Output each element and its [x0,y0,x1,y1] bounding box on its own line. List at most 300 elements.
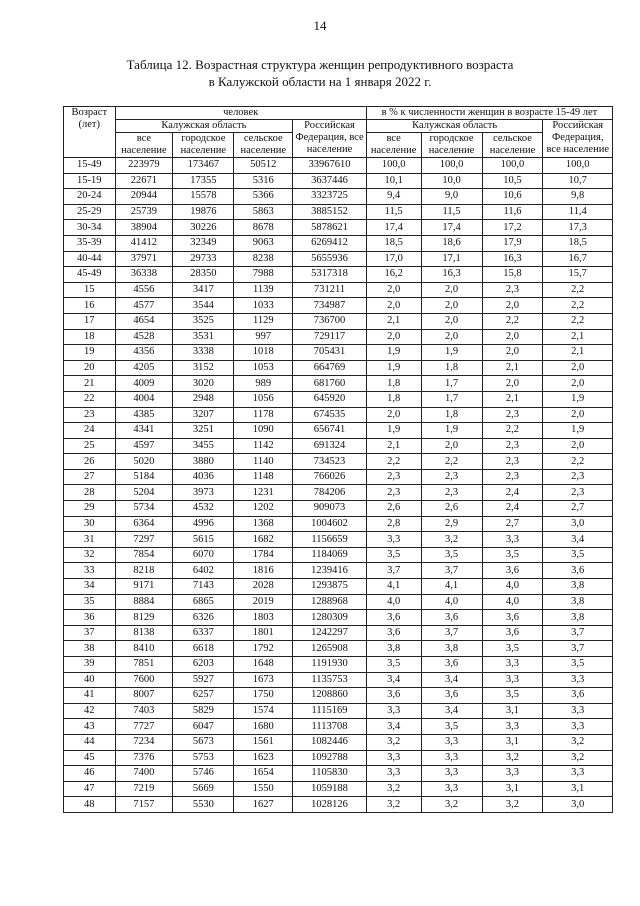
table-cell: 100,0 [366,158,421,174]
table-cell: 3,6 [482,610,543,626]
table-cell: 223979 [115,158,173,174]
table-cell: 3,8 [543,579,613,595]
table-cell: 5020 [115,454,173,470]
table-cell: 1784 [234,547,293,563]
table-cell: 4654 [115,313,173,329]
table-cell: 173467 [173,158,234,174]
table-cell: 1202 [234,501,293,517]
table-cell: 18,6 [421,235,482,251]
table-row [64,391,613,407]
header-all-people: все население [115,133,173,158]
table-cell: 3152 [173,360,234,376]
table-cell: 1750 [234,688,293,704]
table-cell: 2,2 [543,454,613,470]
table-cell: 9,4 [366,189,421,205]
table-cell: 5746 [173,766,234,782]
header-age: Возраст (лет) [64,107,116,158]
table-cell: 1082446 [293,734,367,750]
table-row [64,547,613,563]
table-cell: 4004 [115,391,173,407]
table-cell: 1792 [234,641,293,657]
table-cell: 4,0 [482,579,543,595]
table-cell: 1208860 [293,688,367,704]
age-cell: 37 [64,625,116,641]
table-cell: 1,9 [543,391,613,407]
table-cell: 4996 [173,516,234,532]
table-cell: 100,0 [543,158,613,174]
age-cell: 20 [64,360,116,376]
table-cell: 3,5 [543,657,613,673]
table-row [64,734,613,750]
table-cell: 16,7 [543,251,613,267]
table-cell: 4009 [115,376,173,392]
age-cell: 45 [64,750,116,766]
table-cell: 1115169 [293,703,367,719]
table-cell: 2,1 [482,391,543,407]
table-cell: 4528 [115,329,173,345]
table-cell: 30226 [173,220,234,236]
table-cell: 1550 [234,781,293,797]
table-cell: 1280309 [293,610,367,626]
table-cell: 4,0 [482,594,543,610]
table-cell: 22671 [115,173,173,189]
table-cell: 2948 [173,391,234,407]
table-cell: 3455 [173,438,234,454]
table-cell: 3,4 [366,719,421,735]
table-cell: 3,6 [421,610,482,626]
table-cell: 729117 [293,329,367,345]
table-cell: 1156659 [293,532,367,548]
age-cell: 34 [64,579,116,595]
table-cell: 1,8 [421,407,482,423]
table-row [64,766,613,782]
table-cell: 2,2 [482,313,543,329]
table-cell: 2,3 [482,454,543,470]
table-cell: 10,1 [366,173,421,189]
table-cell: 6337 [173,625,234,641]
header-russia-people: Российская Федерация, все население [293,120,367,158]
table-cell: 1242297 [293,625,367,641]
age-cell: 16 [64,298,116,314]
table-cell: 2,0 [421,438,482,454]
table-cell: 1801 [234,625,293,641]
table-cell: 17,4 [366,220,421,236]
table-row [64,407,613,423]
table-cell: 989 [234,376,293,392]
table-cell: 3,5 [421,547,482,563]
age-cell: 48 [64,797,116,813]
table-cell: 1,9 [366,423,421,439]
table-cell: 3,1 [482,703,543,719]
table-cell: 664769 [293,360,367,376]
table-row [64,454,613,470]
table-cell: 3323725 [293,189,367,205]
table-cell: 5366 [234,189,293,205]
table-cell: 3,1 [482,781,543,797]
table-cell: 3525 [173,313,234,329]
table-row [64,220,613,236]
table-cell: 3,6 [421,688,482,704]
table-cell: 3,7 [421,563,482,579]
table-cell: 17,3 [543,220,613,236]
table-cell: 2,0 [543,376,613,392]
table-cell: 7376 [115,750,173,766]
age-structure-table [63,106,613,813]
table-cell: 784206 [293,485,367,501]
table-cell: 645920 [293,391,367,407]
header-percent: в % к численности женщин в возрасте 15-49 лет [366,107,612,120]
table-cell: 909073 [293,501,367,517]
table-cell: 8884 [115,594,173,610]
table-cell: 2,3 [482,438,543,454]
table-cell: 9,8 [543,189,613,205]
table-cell: 8238 [234,251,293,267]
table-cell: 3,3 [366,766,421,782]
table-cell: 2,2 [543,313,613,329]
header-kaluga-people: Калужская область [115,120,293,133]
table-cell: 4,0 [366,594,421,610]
table-cell: 2,8 [366,516,421,532]
table-cell: 1178 [234,407,293,423]
table-cell: 16,2 [366,267,421,283]
table-cell: 37971 [115,251,173,267]
table-cell: 1184069 [293,547,367,563]
table-cell: 1,9 [543,423,613,439]
table-cell: 1648 [234,657,293,673]
table-cell: 3885152 [293,204,367,220]
header-kaluga-percent: Калужская область [366,120,543,133]
table-cell: 3338 [173,345,234,361]
table-row [64,438,613,454]
table-cell: 2,0 [366,298,421,314]
table-cell: 4577 [115,298,173,314]
table-cell: 5316 [234,173,293,189]
table-cell: 2,2 [482,423,543,439]
table-cell: 2,3 [421,469,482,485]
age-cell: 31 [64,532,116,548]
age-cell: 35 [64,594,116,610]
table-cell: 100,0 [482,158,543,174]
table-cell: 10,5 [482,173,543,189]
table-cell: 2,0 [421,298,482,314]
table-row [64,563,613,579]
table-cell: 2,2 [421,454,482,470]
table-row [64,781,613,797]
header-russia-percent: Российская Федерация, все население [543,120,613,158]
table-cell: 734987 [293,298,367,314]
table-cell: 2,0 [366,282,421,298]
table-cell: 29733 [173,251,234,267]
table-cell: 1368 [234,516,293,532]
table-cell: 1139 [234,282,293,298]
age-cell: 15 [64,282,116,298]
table-cell: 3,3 [421,750,482,766]
table-cell: 4532 [173,501,234,517]
table-cell: 1129 [234,313,293,329]
table-cell: 3,8 [543,610,613,626]
table-cell: 2,0 [421,282,482,298]
table-cell: 3417 [173,282,234,298]
table-cell: 2,3 [482,469,543,485]
table-cell: 50512 [234,158,293,174]
age-cell: 15-19 [64,173,116,189]
table-cell: 2,3 [366,469,421,485]
table-cell: 731211 [293,282,367,298]
table-cell: 1090 [234,423,293,439]
table-cell: 2,0 [543,438,613,454]
table-cell: 4356 [115,345,173,361]
table-cell: 1,8 [421,360,482,376]
age-cell: 18 [64,329,116,345]
table-cell: 3,4 [366,672,421,688]
table-cell: 3,3 [543,672,613,688]
table-cell: 5530 [173,797,234,813]
table-cell: 3,6 [482,563,543,579]
table-cell: 5317318 [293,267,367,283]
table-cell: 1574 [234,703,293,719]
table-cell: 2,2 [366,454,421,470]
table-cell: 7403 [115,703,173,719]
table-cell: 5204 [115,485,173,501]
table-row [64,485,613,501]
table-cell: 6865 [173,594,234,610]
table-cell: 656741 [293,423,367,439]
table-cell: 28350 [173,267,234,283]
table-cell: 3,5 [482,688,543,704]
table-title-line-1: Таблица 12. Возрастная структура женщин репродуктивного возраста [126,57,514,72]
table-cell: 18,5 [543,235,613,251]
table-cell: 3207 [173,407,234,423]
table-cell: 3,6 [366,688,421,704]
table-cell: 1680 [234,719,293,735]
table-cell: 2,7 [543,501,613,517]
table-cell: 17355 [173,173,234,189]
age-cell: 47 [64,781,116,797]
table-cell: 5669 [173,781,234,797]
table-cell: 4205 [115,360,173,376]
table-cell: 3,3 [482,657,543,673]
table-cell: 1142 [234,438,293,454]
table-row [64,469,613,485]
table-cell: 2,2 [543,282,613,298]
age-cell: 28 [64,485,116,501]
table-cell: 1140 [234,454,293,470]
table-cell: 3,8 [366,641,421,657]
table-cell: 3,4 [543,532,613,548]
table-cell: 10,6 [482,189,543,205]
table-cell: 1,8 [366,376,421,392]
table-cell: 5184 [115,469,173,485]
table-cell: 1293875 [293,579,367,595]
age-cell: 40 [64,672,116,688]
table-row [64,158,613,174]
table-cell: 1288968 [293,594,367,610]
table-cell: 1561 [234,734,293,750]
table-cell: 2,3 [543,469,613,485]
table-cell: 3,6 [543,688,613,704]
table-cell: 17,2 [482,220,543,236]
table-cell: 3,3 [366,532,421,548]
table-cell: 1,8 [366,391,421,407]
table-cell: 17,4 [421,220,482,236]
table-cell: 6618 [173,641,234,657]
table-cell: 3,4 [421,703,482,719]
table-cell: 681760 [293,376,367,392]
table-cell: 2,3 [482,407,543,423]
table-cell: 6257 [173,688,234,704]
table-row [64,625,613,641]
table-row [64,516,613,532]
table-cell: 20944 [115,189,173,205]
table-cell: 25739 [115,204,173,220]
table-cell: 1816 [234,563,293,579]
table-cell: 7727 [115,719,173,735]
table-cell: 9171 [115,579,173,595]
age-cell: 26 [64,454,116,470]
table-cell: 3,5 [543,547,613,563]
table-body [64,158,613,813]
table-cell: 5673 [173,734,234,750]
table-cell: 1239416 [293,563,367,579]
table-cell: 2,0 [482,298,543,314]
table-cell: 3,2 [421,532,482,548]
table-cell: 33967610 [293,158,367,174]
age-cell: 17 [64,313,116,329]
age-cell: 29 [64,501,116,517]
table-cell: 2,4 [482,501,543,517]
table-cell: 3,6 [421,657,482,673]
table-cell: 17,9 [482,235,543,251]
table-cell: 7851 [115,657,173,673]
table-cell: 2,0 [482,376,543,392]
header-people: человек [115,107,366,120]
table-cell: 3,2 [543,734,613,750]
table-cell: 1623 [234,750,293,766]
table-cell: 4597 [115,438,173,454]
table-cell: 1,7 [421,376,482,392]
table-cell: 5878621 [293,220,367,236]
table-cell: 15,7 [543,267,613,283]
table-cell: 6269412 [293,235,367,251]
table-cell: 11,6 [482,204,543,220]
table-cell: 3,6 [366,610,421,626]
table-cell: 2019 [234,594,293,610]
table-cell: 2,6 [366,501,421,517]
table-cell: 4,1 [366,579,421,595]
table-cell: 3,7 [543,625,613,641]
table-cell: 32349 [173,235,234,251]
table-cell: 100,0 [421,158,482,174]
table-cell: 3,2 [366,734,421,750]
table-cell: 5863 [234,204,293,220]
table-cell: 11,5 [366,204,421,220]
table-cell: 1105830 [293,766,367,782]
table-cell: 2,7 [482,516,543,532]
table-cell: 2,6 [421,501,482,517]
table-cell: 3,2 [421,797,482,813]
table-cell: 3,6 [366,625,421,641]
age-cell: 27 [64,469,116,485]
table-title [0,56,640,90]
table-row [64,672,613,688]
table-cell: 691324 [293,438,367,454]
table-cell: 2,0 [543,407,613,423]
table-cell: 1,9 [366,360,421,376]
table-cell: 1004602 [293,516,367,532]
table-cell: 6203 [173,657,234,673]
age-cell: 30 [64,516,116,532]
table-cell: 3,3 [421,781,482,797]
table-cell: 705431 [293,345,367,361]
table-cell: 15,8 [482,267,543,283]
table-cell: 1231 [234,485,293,501]
table-cell: 1,9 [421,345,482,361]
table-cell: 1682 [234,532,293,548]
table-cell: 3,7 [421,625,482,641]
table-cell: 3,5 [366,657,421,673]
table-cell: 1,7 [421,391,482,407]
table-cell: 734523 [293,454,367,470]
table-row [64,235,613,251]
table-cell: 2,0 [366,329,421,345]
table-cell: 1135753 [293,672,367,688]
age-cell: 43 [64,719,116,735]
table-cell: 4556 [115,282,173,298]
table-cell: 7219 [115,781,173,797]
table-cell: 3,2 [482,797,543,813]
table-cell: 3,6 [482,625,543,641]
table-cell: 3,3 [482,672,543,688]
age-cell: 23 [64,407,116,423]
age-cell: 45-49 [64,267,116,283]
age-cell: 35-39 [64,235,116,251]
table-row [64,750,613,766]
table-row [64,657,613,673]
table-row [64,267,613,283]
table-row [64,501,613,517]
table-cell: 3,8 [543,594,613,610]
table-cell: 3,5 [366,547,421,563]
table-cell: 6047 [173,719,234,735]
table-cell: 15578 [173,189,234,205]
table-cell: 3,3 [482,719,543,735]
table-cell: 7234 [115,734,173,750]
table-cell: 3,6 [543,563,613,579]
table-cell: 3,1 [482,734,543,750]
table-cell: 3,4 [421,672,482,688]
table-cell: 16,3 [482,251,543,267]
table-cell: 3,5 [482,641,543,657]
age-cell: 25 [64,438,116,454]
table-row [64,173,613,189]
age-cell: 19 [64,345,116,361]
table-cell: 41412 [115,235,173,251]
table-row [64,298,613,314]
table-cell: 2,0 [366,407,421,423]
table-cell: 3,7 [366,563,421,579]
table-cell: 11,5 [421,204,482,220]
table-cell: 3,3 [482,532,543,548]
table-cell: 3,5 [421,719,482,735]
table-cell: 3544 [173,298,234,314]
table-cell: 1,9 [366,345,421,361]
age-cell: 39 [64,657,116,673]
table-cell: 36338 [115,267,173,283]
table-cell: 7600 [115,672,173,688]
table-cell: 2,3 [421,485,482,501]
table-cell: 18,5 [366,235,421,251]
age-cell: 41 [64,688,116,704]
